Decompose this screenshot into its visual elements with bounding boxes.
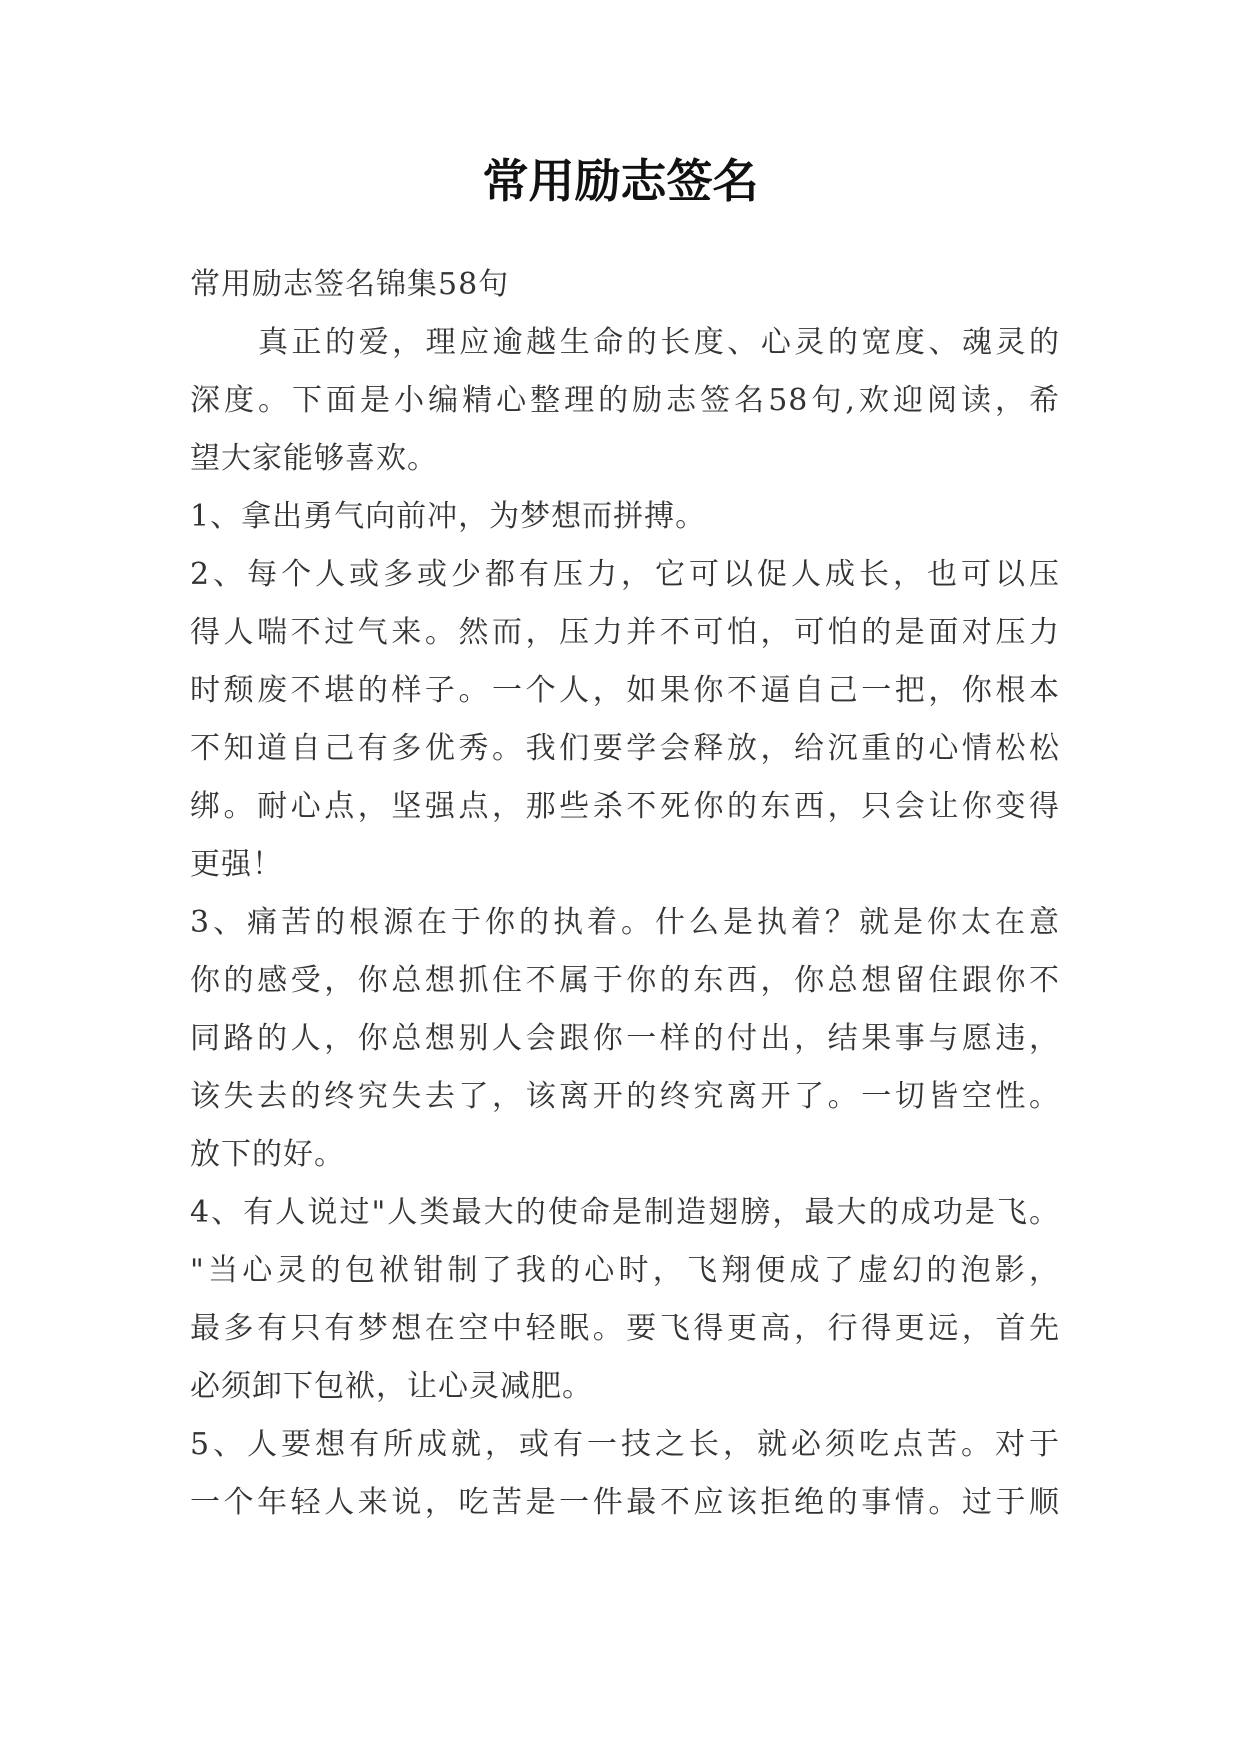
paragraph-line: "当心灵的包袱钳制了我的心时，飞翔便成了虚幻的泡影， [190,1253,1060,1288]
paragraph-line: 4、有人说过"人类最大的使命是制造翅膀，最大的成功是飞。 [190,1195,1060,1230]
page-title: 常用励志签名 [482,154,759,208]
paragraph-line: 真正的爱，理应逾越生命的长度、心灵的宽度、魂灵的 [258,325,1060,360]
paragraph-line: 绑。耐心点，坚强点，那些杀不死你的东西，只会让你变得 [190,789,1060,824]
paragraph-line: 必须卸下包袱，让心灵减肥。 [190,1369,593,1404]
paragraph-line: 更强！ [190,847,283,882]
paragraph-line: 1、拿出勇气向前冲，为梦想而拼搏。 [190,499,707,534]
paragraph-line: 不知道自己有多优秀。我们要学会释放，给沉重的心情松松 [190,731,1060,766]
paragraph-line: 放下的好。 [190,1137,345,1172]
paragraph-line: 最多有只有梦想在空中轻眠。要飞得更高，行得更远，首先 [190,1311,1060,1346]
paragraph-line: 2、每个人或多或少都有压力，它可以促人成长，也可以压 [190,557,1060,592]
paragraph-line: 同路的人，你总想别人会跟你一样的付出，结果事与愿违， [190,1021,1060,1056]
paragraph-line: 3、痛苦的根源在于你的执着。什么是执着？就是你太在意 [190,905,1060,940]
paragraph-line: 该失去的终究失去了，该离开的终究离开了。一切皆空性。 [190,1079,1060,1114]
paragraph-line: 5、人要想有所成就，或有一技之长，就必须吃点苦。对于 [190,1427,1060,1462]
paragraph-line: 深度。下面是小编精心整理的励志签名58句,欢迎阅读，希 [190,383,1060,418]
paragraph-line: 望大家能够喜欢。 [190,441,438,476]
paragraph-line: 你的感受，你总想抓住不属于你的东西，你总想留住跟你不 [190,963,1060,998]
paragraph-line: 一个年轻人来说，吃苦是一件最不应该拒绝的事情。过于顺 [190,1485,1060,1520]
paragraph-line: 得人喘不过气来。然而，压力并不可怕，可怕的是面对压力 [190,615,1060,650]
paragraph-line: 时颓废不堪的样子。一个人，如果你不逼自己一把，你根本 [190,673,1060,708]
subtitle: 常用励志签名锦集58句 [190,267,510,302]
